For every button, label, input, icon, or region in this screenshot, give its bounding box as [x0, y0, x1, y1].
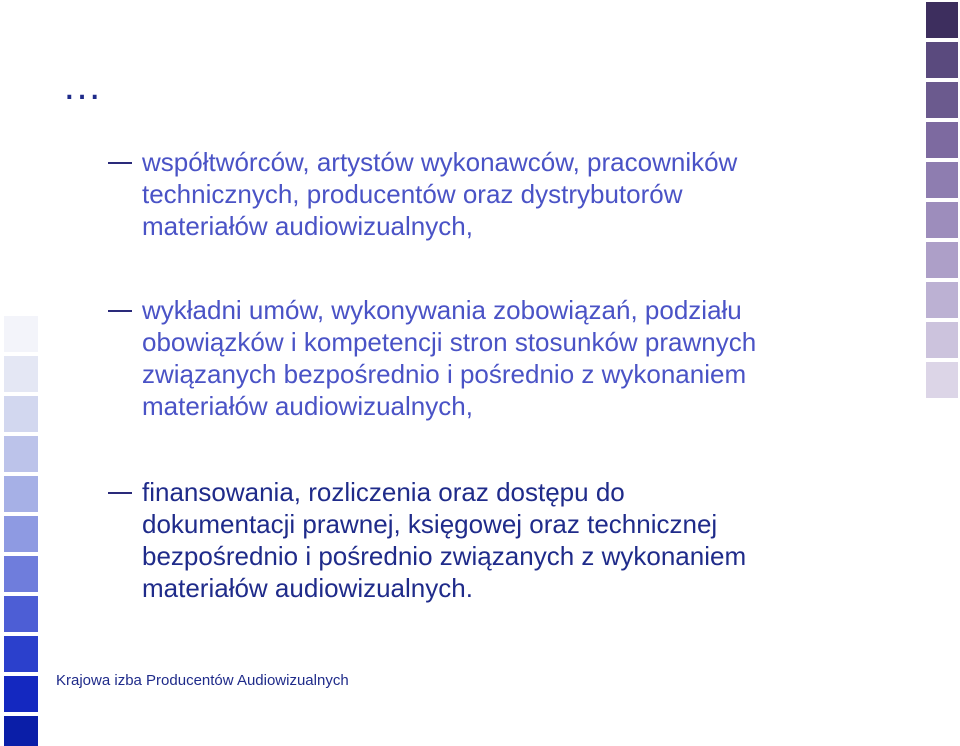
decorative-square — [926, 242, 958, 278]
decorative-square — [4, 316, 38, 352]
bullet-text: współtwórców, artystów wykonawców, pracowników technicznych, producentów oraz dystrybutorów materiałów audiowizualnych, — [142, 147, 738, 241]
decorative-square — [926, 42, 958, 78]
decorative-square — [4, 716, 38, 746]
bullet-text: finansowania, rozliczenia oraz dostępu do dokumentacji prawnej, księgowej oraz technicznej bezpośrednio i pośrednio związanych z wykonaniem materiałów audiowizualnych. — [142, 477, 747, 603]
decorative-square — [926, 2, 958, 38]
decorative-square — [4, 636, 38, 672]
decorative-square — [926, 282, 958, 318]
decorative-square — [926, 82, 958, 118]
footer-text: Krajowa izba Producentów Audiowizualnych — [56, 672, 349, 689]
decorative-square — [926, 322, 958, 358]
dash-bullet-icon — [108, 476, 132, 508]
decorative-square — [926, 122, 958, 158]
slide-title: … — [62, 64, 103, 108]
decorative-square — [4, 436, 38, 472]
dash-bullet-icon — [108, 146, 132, 178]
decorative-square — [4, 596, 38, 632]
decorative-square — [4, 396, 38, 432]
decorative-square — [4, 516, 38, 552]
bullet-text: wykładni umów, wykonywania zobowiązań, podziału obowiązków i kompetencji stron stosunków prawnych związanych bezpośrednio i pośrednio z wykonaniem materiałów audiowizualnych, — [142, 295, 757, 421]
decorative-square — [926, 162, 958, 198]
decorative-square — [926, 362, 958, 398]
decorative-square — [4, 676, 38, 712]
dash-bullet-icon — [108, 294, 132, 326]
decorative-square — [4, 356, 38, 392]
decorative-square — [4, 556, 38, 592]
decorative-square — [4, 476, 38, 512]
decorative-square — [926, 202, 958, 238]
